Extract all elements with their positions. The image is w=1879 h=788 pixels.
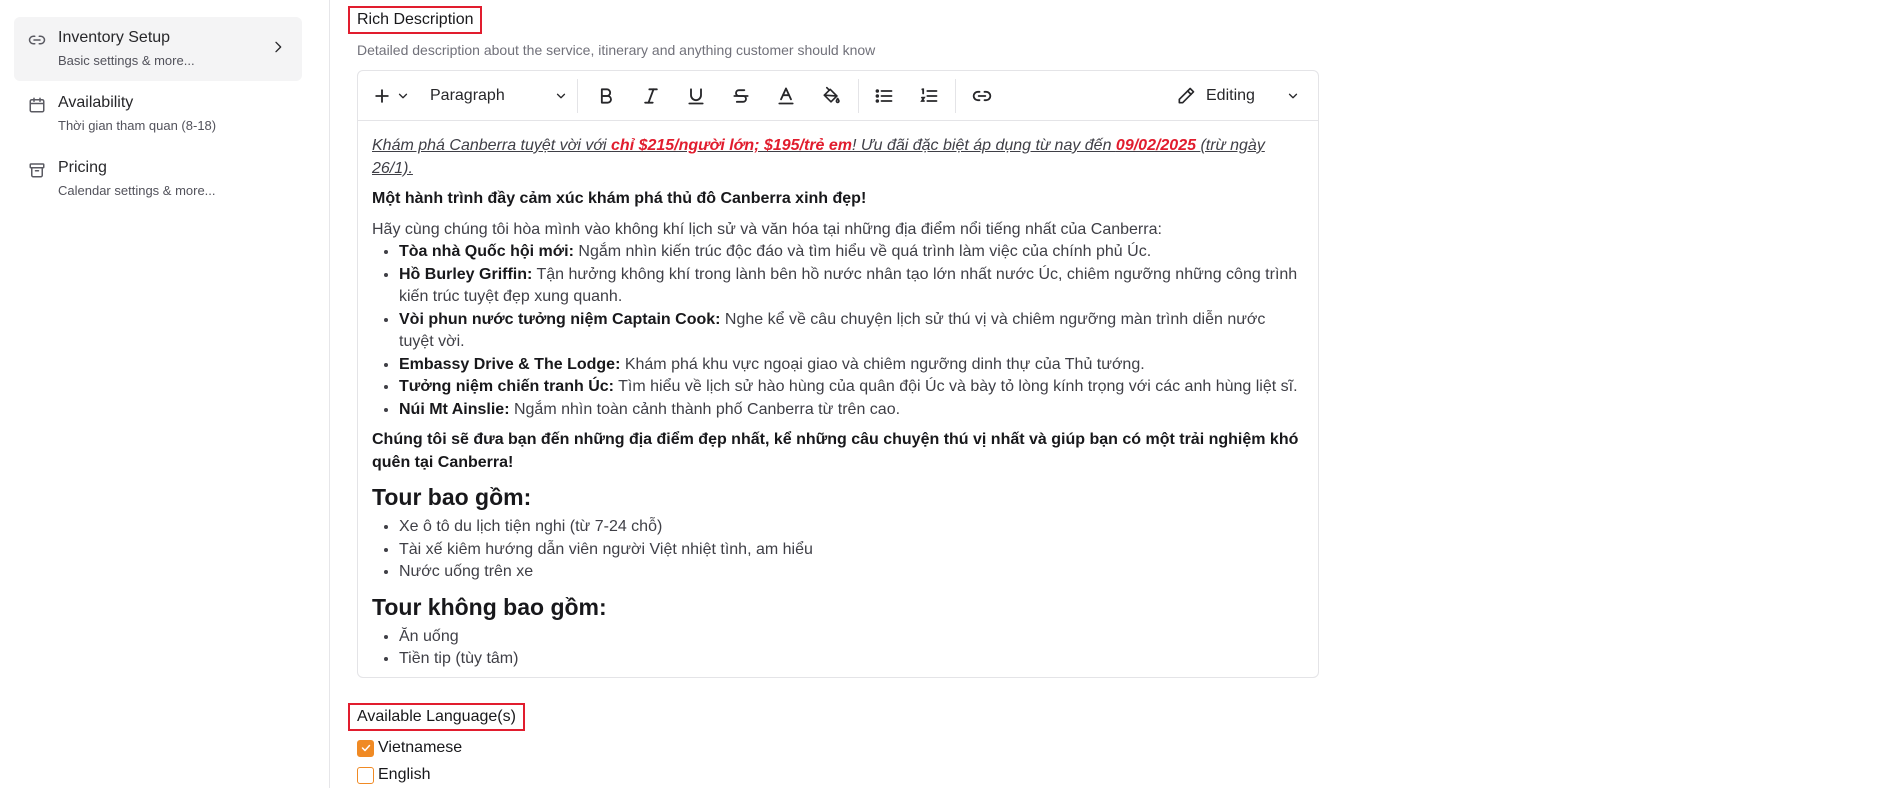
highlight-desc: Khám phá khu vực ngoại giao và chiêm ngưỡng dinh thự của Thủ tướng. [620, 355, 1145, 373]
sidebar-item-title: Pricing [58, 159, 107, 176]
includes-heading: Tour bao gồm: [372, 484, 532, 510]
numbered-list-icon [919, 86, 939, 106]
bold-icon [596, 86, 616, 106]
check-icon [360, 742, 372, 754]
highlight-name: Embassy Drive & The Lodge: [399, 355, 621, 373]
list-item: • Xe ô tô du lịch tiện nghi (từ 7-24 chỗ) [399, 516, 1304, 539]
italic-icon [641, 86, 661, 106]
sidebar-item-subtitle: Basic settings & more... [58, 53, 195, 68]
highlights-list [399, 241, 1304, 421]
highlight-name: Hồ Burley Griffin: [399, 265, 533, 283]
list-item [399, 241, 1304, 264]
highlight-desc: Nghe kể về câu chuyện lịch sử thú vị và chiêm ngưỡng màn trình diễn nước tuyệt vời. [399, 310, 1266, 350]
link-icon [28, 31, 46, 49]
editing-mode-value: Editing [1206, 87, 1255, 104]
list-item: • Nước uống trên xe [399, 561, 1304, 584]
sidebar-item-title: Availability [58, 94, 134, 111]
available-languages-label: Available Language(s) [348, 703, 525, 731]
block-type-value: Paragraph [430, 87, 505, 104]
list-item: • Tài xế kiêm hướng dẫn viên người Việt nhiệt tình, am hiểu [399, 539, 1304, 562]
sidebar-item-availability[interactable] [14, 82, 302, 146]
highlight-name: Núi Mt Ainslie: [399, 400, 510, 418]
list-item [399, 376, 1304, 399]
toolbar-divider [858, 79, 859, 113]
checkbox-unchecked[interactable] [357, 767, 374, 784]
text-color-button[interactable] [768, 71, 804, 121]
excludes-list [399, 626, 1304, 671]
bullet-list-button[interactable] [866, 71, 902, 121]
language-option-english[interactable] [357, 766, 430, 784]
sidebar-item-pricing[interactable] [14, 147, 302, 211]
rich-description-helper: Detailed description about the service, itinerary and anything customer should know [357, 42, 876, 58]
closing-paragraph: Chúng tôi sẽ đưa bạn đến những địa điểm đẹp nhất, kể những câu chuyện thú vị nhất và giúp bạn có một trải nghiệm khó quên tại Canberra! [372, 431, 1299, 471]
rich-text-editor [357, 70, 1319, 678]
block-type-select[interactable] [428, 71, 570, 121]
underline-button[interactable] [678, 71, 714, 121]
insert-block-button[interactable] [368, 71, 414, 121]
numbered-list-button[interactable] [911, 71, 947, 121]
bullet-list-icon [874, 86, 894, 106]
link-icon [972, 86, 992, 106]
link-button[interactable] [964, 71, 1000, 121]
sidebar-item-subtitle: Thời gian tham quan (8-18) [58, 118, 217, 133]
chevron-down-icon [554, 89, 568, 103]
promo-text: (trừ ngày 26/1). [372, 137, 1265, 177]
language-label: Vietnamese [378, 739, 463, 756]
chevron-down-icon [396, 89, 410, 103]
excludes-heading: Tour không bao gồm: [372, 593, 607, 620]
editing-mode-select[interactable] [1170, 71, 1310, 121]
archive-icon [28, 161, 46, 179]
sidebar [0, 0, 330, 788]
strikethrough-icon [731, 86, 751, 106]
language-option-vietnamese[interactable] [357, 739, 462, 757]
promo-price: chỉ $215/người lớn; $195/trẻ em [611, 137, 853, 154]
promo-text: Khám phá Canberra tuyệt vời với [372, 137, 612, 154]
list-item: • Ăn uống [399, 626, 1304, 649]
list-item [399, 354, 1304, 377]
list-item: • Tiền tip (tùy tâm) [399, 648, 1304, 671]
highlight-name: Tòa nhà Quốc hội mới: [399, 243, 574, 260]
sidebar-item-title: Inventory Setup [58, 29, 171, 46]
headline-paragraph: Một hành trình đầy cảm xúc khám phá thủ đô Canberra xinh đẹp! [372, 190, 867, 207]
promo-paragraph [372, 135, 1304, 180]
chevron-down-icon [1286, 89, 1300, 103]
plus-icon [372, 86, 392, 106]
chevron-right-icon [270, 39, 286, 55]
editor-content[interactable] [358, 121, 1318, 671]
paint-bucket-icon [821, 86, 841, 106]
editor-toolbar [358, 71, 1318, 121]
sidebar-item-inventory-setup[interactable] [14, 17, 302, 81]
checkbox-checked[interactable] [357, 740, 374, 757]
language-label: English [378, 766, 431, 783]
highlight-name: Tưởng niệm chiến tranh Úc: [399, 378, 614, 395]
list-item [399, 309, 1304, 354]
rich-description-label: Rich Description [348, 6, 482, 34]
highlight-desc: Ngắm nhìn kiến trúc độc đáo và tìm hiểu về quá trình làm việc của chính phủ Úc. [573, 243, 1152, 260]
strikethrough-button[interactable] [723, 71, 759, 121]
sidebar-item-subtitle: Calendar settings & more... [58, 183, 216, 198]
highlight-desc: Tận hưởng không khí trong lành bên hồ nước nhân tạo lớn nhất nước Úc, chiêm ngưỡng những công trình kiến trúc tuyệt đẹp xung quanh. [399, 265, 1298, 305]
highlight-color-button[interactable] [813, 71, 849, 121]
includes-list [399, 516, 1304, 584]
underline-icon [686, 86, 706, 106]
pencil-icon [1176, 86, 1196, 106]
bold-button[interactable] [588, 71, 624, 121]
highlight-desc: Ngắm nhìn toàn cảnh thành phố Canberra từ trên cao. [509, 400, 901, 418]
italic-button[interactable] [633, 71, 669, 121]
calendar-icon [28, 96, 46, 114]
list-item [399, 399, 1304, 422]
list-item [399, 264, 1304, 309]
highlight-name: Vòi phun nước tưởng niệm Captain Cook: [399, 310, 721, 328]
text-color-icon [776, 86, 796, 106]
highlight-desc: Tìm hiểu về lịch sử hào hùng của quân đội Úc và bày tỏ lòng kính trọng với các anh hùng liệt sĩ. [613, 378, 1298, 395]
intro-paragraph: Hãy cùng chúng tôi hòa mình vào không khí lịch sử và văn hóa tại những địa điểm nổi tiếng nhất của Canberra: [372, 220, 1162, 238]
promo-date: 09/02/2025 [1115, 137, 1196, 154]
toolbar-divider [577, 79, 578, 113]
toolbar-divider [955, 79, 956, 113]
promo-text: ! Ưu đãi đặc biệt áp dụng từ nay đến [852, 137, 1116, 154]
